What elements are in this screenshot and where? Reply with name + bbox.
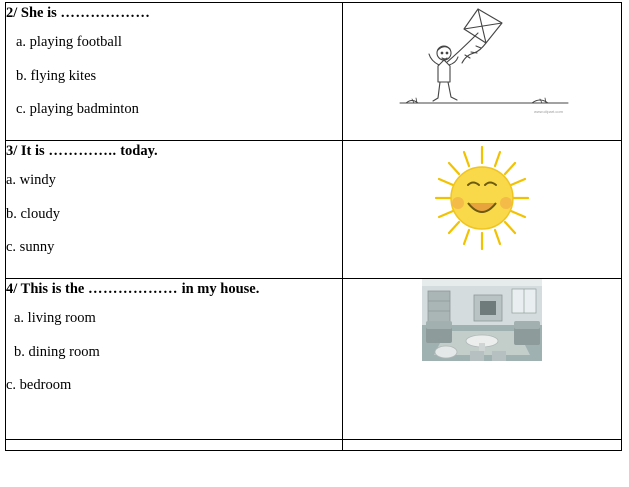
option-b-2[interactable]: b. flying kites — [16, 67, 97, 84]
question-tail-3: today. — [120, 143, 158, 159]
svg-text:www.clipart.com: www.clipart.com — [534, 109, 563, 114]
option-c-3[interactable]: c. sunny — [6, 239, 55, 256]
question-text-3: It is — [20, 143, 45, 159]
option-a-2[interactable]: a. playing football — [16, 34, 122, 51]
question-stem-3 — [6, 143, 342, 160]
question-blank-2: ……………… — [60, 5, 151, 21]
table-row — [6, 3, 622, 141]
image-cell-3 — [343, 141, 622, 279]
spacer-cell-right — [343, 440, 622, 451]
image-cell-4 — [343, 279, 622, 440]
image-cell-2 — [343, 3, 622, 141]
kite-image-wrapper — [343, 3, 621, 123]
question-text-4: This is the — [20, 281, 85, 297]
table-row-spacer — [6, 440, 622, 451]
question-cell-4 — [6, 279, 343, 440]
question-number-3: 3/ — [6, 143, 18, 159]
sun-image-wrapper — [343, 141, 621, 251]
table-row — [6, 141, 622, 279]
question-number-2: 2/ — [6, 5, 18, 21]
table-row — [6, 279, 622, 440]
spacer-cell-left — [6, 440, 343, 451]
kite-flying-line-drawing-icon — [382, 3, 582, 123]
option-b-3[interactable]: b. cloudy — [6, 205, 60, 222]
question-text-2: She is — [20, 5, 57, 21]
option-b-4[interactable]: b. dining room — [14, 343, 100, 360]
question-number-4: 4/ — [6, 281, 18, 297]
question-tail-4: in my house. — [181, 281, 260, 297]
option-c-4[interactable]: c. bedroom — [6, 377, 72, 394]
smiling-sun-clipart-icon — [422, 141, 542, 251]
question-blank-3: ………….. — [48, 143, 117, 159]
option-a-4[interactable]: a. living room — [14, 310, 96, 327]
option-c-2[interactable]: c. playing badminton — [16, 101, 139, 118]
question-stem-4 — [6, 281, 342, 298]
question-cell-2 — [6, 3, 343, 141]
worksheet-table — [5, 2, 622, 451]
room-image-wrapper — [343, 279, 621, 361]
question-cell-3 — [6, 141, 343, 279]
option-a-3[interactable]: a. windy — [6, 172, 56, 189]
question-stem-2 — [6, 5, 342, 22]
question-blank-4: ……………… — [87, 281, 178, 297]
living-room-photo-icon — [422, 279, 542, 361]
